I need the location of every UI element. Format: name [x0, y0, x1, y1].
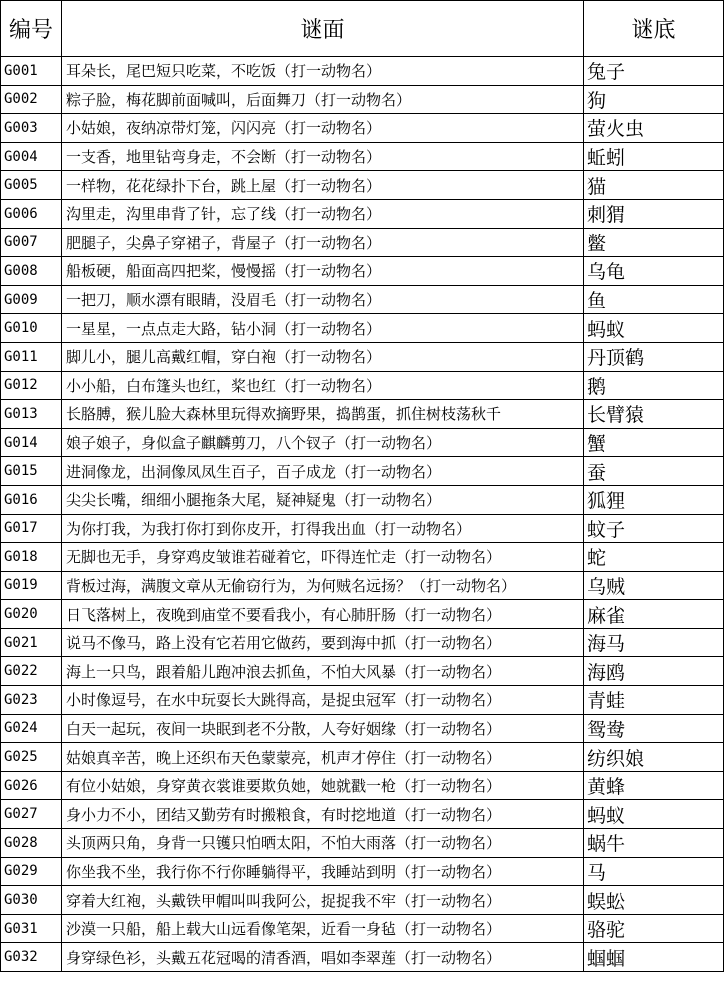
row-question: 背板过海，满腹文章从无偷窃行为，为何贼名远扬？（打一动物名） [62, 571, 584, 600]
table-row [1, 800, 724, 829]
table-row [1, 743, 724, 772]
table-row [1, 257, 724, 286]
row-question: 无脚也无手，身穿鸡皮皱谁若碰着它，吓得连忙走（打一动物名） [62, 543, 584, 572]
row-answer: 骆驼 [584, 914, 724, 943]
row-question: 船板硬，船面高四把桨，慢慢摇（打一动物名） [62, 257, 584, 286]
row-id: G012 [1, 371, 62, 400]
row-answer: 鱼 [584, 285, 724, 314]
table-row [1, 914, 724, 943]
row-answer: 蛇 [584, 543, 724, 572]
row-id: G017 [1, 514, 62, 543]
row-id: G019 [1, 571, 62, 600]
row-question: 穿着大红袍，头戴铁甲帽叫叫我阿公，捉捉我不牢（打一动物名） [62, 886, 584, 915]
row-answer: 蚂蚁 [584, 314, 724, 343]
row-id: G023 [1, 686, 62, 715]
row-id: G016 [1, 485, 62, 514]
row-question: 肥腿子，尖鼻子穿裙子，背屋子（打一动物名） [62, 228, 584, 257]
row-id: G024 [1, 714, 62, 743]
table-row [1, 457, 724, 486]
table-row [1, 657, 724, 686]
row-question: 姑娘真辛苦，晚上还织布天色蒙蒙亮，机声才停住（打一动物名） [62, 743, 584, 772]
row-id: G031 [1, 914, 62, 943]
row-id: G018 [1, 543, 62, 572]
row-id: G020 [1, 600, 62, 629]
row-id: G015 [1, 457, 62, 486]
row-answer: 兔子 [584, 57, 724, 86]
row-answer: 纺织娘 [584, 743, 724, 772]
table-row [1, 829, 724, 858]
header-row [1, 1, 724, 57]
row-question: 沟里走，沟里串背了针，忘了线（打一动物名） [62, 199, 584, 228]
table-row [1, 886, 724, 915]
table-row [1, 85, 724, 114]
row-answer: 蝈蝈 [584, 943, 724, 972]
row-answer: 蜈蚣 [584, 886, 724, 915]
row-question: 娘子娘子，身似盒子麒麟剪刀，八个钗子（打一动物名） [62, 428, 584, 457]
table-row [1, 428, 724, 457]
row-id: G003 [1, 114, 62, 143]
row-id: G014 [1, 428, 62, 457]
table-row [1, 943, 724, 972]
row-answer: 海马 [584, 628, 724, 657]
table-row [1, 571, 724, 600]
row-id: G005 [1, 171, 62, 200]
row-id: G007 [1, 228, 62, 257]
row-id: G002 [1, 85, 62, 114]
row-question: 长胳膊，猴儿脸大森林里玩得欢摘野果，捣鹊蛋，抓住树枝荡秋千 [62, 400, 584, 429]
row-answer: 乌龟 [584, 257, 724, 286]
row-question: 脚儿小，腿儿高戴红帽，穿白袍（打一动物名） [62, 342, 584, 371]
table-row [1, 628, 724, 657]
header-id: 编号 [1, 1, 62, 57]
row-answer: 马 [584, 857, 724, 886]
row-answer: 狐狸 [584, 485, 724, 514]
row-question: 你坐我不坐，我行你不行你睡躺得平，我睡站到明（打一动物名） [62, 857, 584, 886]
row-answer: 海鸥 [584, 657, 724, 686]
row-id: G021 [1, 628, 62, 657]
table-row [1, 600, 724, 629]
table-row [1, 857, 724, 886]
row-id: G004 [1, 142, 62, 171]
row-id: G025 [1, 743, 62, 772]
row-id: G001 [1, 57, 62, 86]
row-question: 小小船，白布篷头也红，桨也红（打一动物名） [62, 371, 584, 400]
row-question: 粽子脸，梅花脚前面喊叫，后面舞刀（打一动物名） [62, 85, 584, 114]
row-answer: 狗 [584, 85, 724, 114]
row-question: 进洞像龙，出洞像凤凤生百子，百子成龙（打一动物名） [62, 457, 584, 486]
row-id: G022 [1, 657, 62, 686]
header-answer: 谜底 [584, 1, 724, 57]
row-question: 一支香，地里钻弯身走，不会断（打一动物名） [62, 142, 584, 171]
table-row [1, 543, 724, 572]
row-answer: 刺猬 [584, 199, 724, 228]
row-id: G027 [1, 800, 62, 829]
row-question: 身小力不小，团结又勤劳有时搬粮食，有时挖地道（打一动物名） [62, 800, 584, 829]
row-question: 身穿绿色衫，头戴五花冠喝的清香酒，唱如李翠莲（打一动物名） [62, 943, 584, 972]
row-question: 为你打我，为我打你打到你皮开，打得我出血（打一动物名） [62, 514, 584, 543]
table-row [1, 199, 724, 228]
row-answer: 鹅 [584, 371, 724, 400]
row-answer: 蟹 [584, 428, 724, 457]
row-answer: 猫 [584, 171, 724, 200]
table-row [1, 371, 724, 400]
table-row [1, 285, 724, 314]
table-row [1, 514, 724, 543]
row-question: 说马不像马，路上没有它若用它做药，要到海中抓（打一动物名） [62, 628, 584, 657]
row-question: 沙漠一只船，船上载大山远看像笔架，近看一身毡（打一动物名） [62, 914, 584, 943]
table-row [1, 171, 724, 200]
header-question: 谜面 [62, 1, 584, 57]
table-row [1, 228, 724, 257]
row-answer: 麻雀 [584, 600, 724, 629]
row-id: G032 [1, 943, 62, 972]
row-id: G008 [1, 257, 62, 286]
row-answer: 鳖 [584, 228, 724, 257]
table-row [1, 57, 724, 86]
table-row [1, 686, 724, 715]
row-question: 一样物，花花绿扑下台，跳上屋（打一动物名） [62, 171, 584, 200]
row-question: 日飞落树上，夜晚到庙堂不要看我小，有心肺肝肠（打一动物名） [62, 600, 584, 629]
table-row [1, 771, 724, 800]
row-answer: 乌贼 [584, 571, 724, 600]
row-question: 尖尖长嘴，细细小腿拖条大尾，疑神疑鬼（打一动物名） [62, 485, 584, 514]
row-id: G026 [1, 771, 62, 800]
row-answer: 青蛙 [584, 686, 724, 715]
row-answer: 蚕 [584, 457, 724, 486]
row-answer: 蚂蚁 [584, 800, 724, 829]
row-question: 海上一只鸟，跟着船儿跑冲浪去抓鱼，不怕大风暴（打一动物名） [62, 657, 584, 686]
row-id: G028 [1, 829, 62, 858]
row-id: G011 [1, 342, 62, 371]
row-answer: 蜗牛 [584, 829, 724, 858]
row-id: G006 [1, 199, 62, 228]
row-id: G013 [1, 400, 62, 429]
row-question: 白天一起玩，夜间一块眠到老不分散，人夸好姻缘（打一动物名） [62, 714, 584, 743]
row-id: G009 [1, 285, 62, 314]
row-question: 耳朵长，尾巴短只吃菜，不吃饭（打一动物名） [62, 57, 584, 86]
row-question: 小时像逗号，在水中玩耍长大跳得高，是捉虫冠军（打一动物名） [62, 686, 584, 715]
table-row [1, 714, 724, 743]
table-row [1, 485, 724, 514]
row-question: 小姑娘，夜纳凉带灯笼，闪闪亮（打一动物名） [62, 114, 584, 143]
table-row [1, 400, 724, 429]
table-row [1, 314, 724, 343]
row-answer: 鸳鸯 [584, 714, 724, 743]
row-answer: 蚯蚓 [584, 142, 724, 171]
table-row [1, 114, 724, 143]
table-row [1, 342, 724, 371]
row-answer: 丹顶鹤 [584, 342, 724, 371]
row-id: G029 [1, 857, 62, 886]
table-row [1, 142, 724, 171]
row-question: 一把刀，顺水漂有眼睛，没眉毛（打一动物名） [62, 285, 584, 314]
row-answer: 蚊子 [584, 514, 724, 543]
row-id: G010 [1, 314, 62, 343]
row-question: 头顶两只角，身背一只镬只怕晒太阳，不怕大雨落（打一动物名） [62, 829, 584, 858]
row-question: 有位小姑娘，身穿黄衣裳谁要欺负她，她就戳一枪（打一动物名） [62, 771, 584, 800]
row-id: G030 [1, 886, 62, 915]
row-answer: 长臂猿 [584, 400, 724, 429]
row-answer: 萤火虫 [584, 114, 724, 143]
row-question: 一星星，一点点走大路，钻小洞（打一动物名） [62, 314, 584, 343]
row-answer: 黄蜂 [584, 771, 724, 800]
